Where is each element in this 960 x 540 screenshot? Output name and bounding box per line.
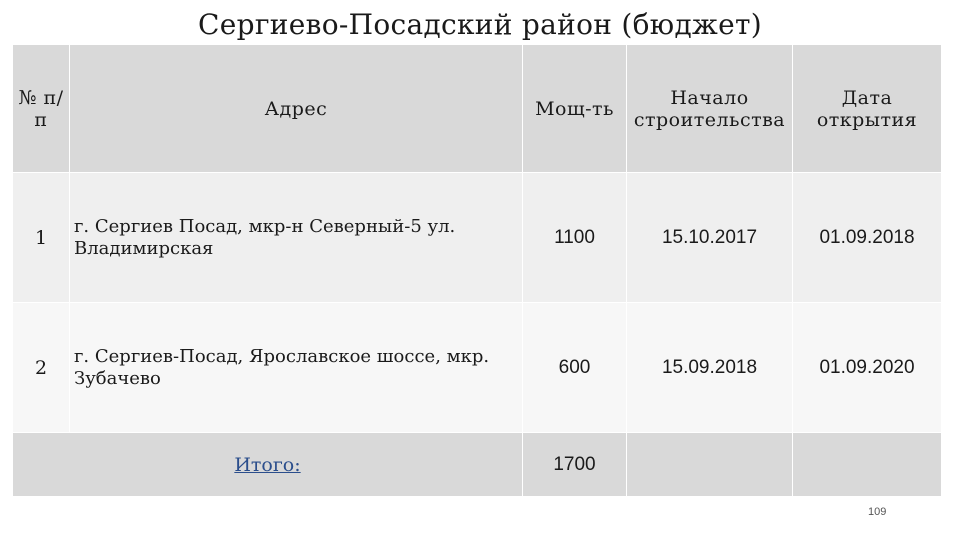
total-link[interactable]: Итого: [234,453,301,476]
row-address: г. Сергиев Посад, мкр-н Северный-5 ул. Владимирская [70,173,523,303]
header-start: Начало строительства [627,45,793,173]
total-label-cell [13,433,523,497]
row-capacity: 600 [523,303,627,433]
row-num: 2 [13,303,70,433]
header-address: Адрес [70,45,523,173]
total-empty-cell [627,433,793,497]
budget-table [12,44,942,497]
header-opening: Дата открытия [793,45,942,173]
total-empty-cell [793,433,942,497]
row-address: г. Сергиев-Посад, Ярославское шоссе, мкр. Зубачево [70,303,523,433]
table-row [13,173,942,303]
header-num: № п/п [13,45,70,173]
row-opening-date: 01.09.2018 [793,173,942,303]
table-header-row [13,45,942,173]
total-row [13,433,942,497]
row-start-date: 15.10.2017 [627,173,793,303]
table-row [13,303,942,433]
row-capacity: 1100 [523,173,627,303]
header-capacity: Мощ-ть [523,45,627,173]
total-capacity: 1700 [523,433,627,497]
row-num: 1 [13,173,70,303]
page-number: 109 [868,506,887,518]
row-start-date: 15.09.2018 [627,303,793,433]
row-opening-date: 01.09.2020 [793,303,942,433]
page-title: Сергиево-Посадский район (бюджет) [198,8,762,41]
